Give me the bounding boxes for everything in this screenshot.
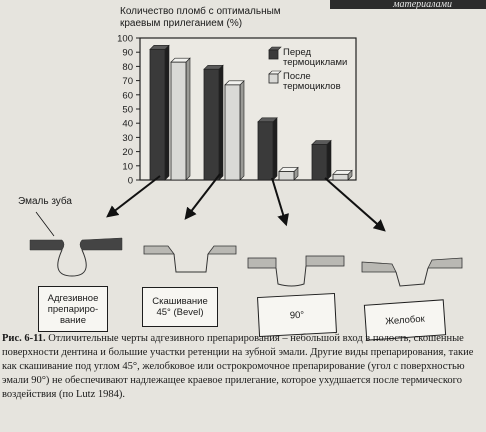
bar-side	[273, 118, 277, 180]
enamel-layer	[248, 258, 276, 268]
y-tick-label: 20	[122, 147, 133, 159]
prep-label-line: Скашивание	[152, 296, 208, 307]
pointer-arrow	[108, 176, 160, 216]
cavity-outline-90	[276, 266, 306, 286]
bar-after	[333, 174, 348, 180]
cavity-outline-groove	[396, 268, 428, 286]
bar-side	[219, 65, 223, 180]
prep-label-line: вание	[59, 314, 87, 326]
cavity-outline-adhesive	[58, 250, 86, 276]
enamel-pointer-line	[36, 212, 54, 236]
enamel-layer	[208, 246, 236, 254]
chart-title: Количество пломб с оптимальным краевым прилеганием (%)	[120, 6, 281, 29]
page-header: материалами	[330, 0, 486, 9]
legend-swatch	[269, 74, 278, 83]
y-tick-label: 60	[122, 90, 133, 102]
legend-swatch	[269, 50, 278, 59]
pointer-arrow	[325, 178, 384, 230]
bar-before	[258, 122, 273, 180]
bar-before	[150, 49, 165, 180]
prep-label-line: 45° (Bevel)	[156, 307, 204, 318]
enamel-label: Эмаль зуба	[18, 196, 72, 207]
prep-label-line: Желобок	[384, 313, 426, 327]
prep-box-90	[257, 293, 337, 337]
prep-box-bevel	[142, 287, 218, 327]
pointer-arrow	[272, 178, 286, 224]
enamel-layer	[30, 240, 64, 250]
y-tick-label: 30	[122, 132, 133, 144]
bar-after	[279, 171, 294, 180]
bar-before	[204, 69, 219, 180]
y-tick-label: 40	[122, 118, 133, 130]
y-tick-label: 70	[122, 76, 133, 88]
bar-side	[186, 58, 190, 180]
enamel-layer	[144, 246, 174, 254]
caption-figure-number: Рис. 6-11.	[2, 333, 46, 344]
prep-label-line: Адгезивное	[47, 292, 99, 304]
bar-after	[225, 85, 240, 180]
bar-side	[327, 141, 331, 181]
cavity-outline-bevel	[174, 254, 208, 272]
bar-before	[312, 145, 327, 181]
y-tick-label: 90	[122, 47, 133, 59]
y-tick-label: 100	[117, 33, 133, 45]
y-tick-label: 80	[122, 61, 133, 73]
legend-label-after: После термоциклов	[283, 71, 341, 92]
caption-text: Отличительные черты адгезивного препарирования – небольшой вход в полость, скошенные поверхности дентина и большие участки ретенции на зубной эмали. Другие виды препарирования, такие как скашивание под углом 45°, желобковое или острокромочное препарирование (угол с поверхностью эмали 90°) не обеспечивают надлежащее краевое прилегание, которое ухудшается после термического воздействия (по Lutz 1984).	[2, 333, 474, 400]
bar-side	[240, 81, 244, 180]
prep-label-line: 90°	[289, 309, 305, 321]
figure-caption	[2, 332, 486, 402]
bar-after	[171, 62, 186, 180]
y-tick-label: 10	[122, 161, 133, 173]
bar-side	[165, 45, 169, 180]
y-tick-label: 0	[127, 175, 133, 187]
prep-label-line: препариро-	[47, 303, 99, 315]
y-tick-label: 50	[122, 104, 133, 116]
prep-box-adhesive	[38, 286, 108, 332]
enamel-layer	[306, 256, 344, 266]
enamel-layer	[362, 262, 396, 272]
legend-label-before: Перед термоциклами	[283, 47, 348, 68]
enamel-layer	[428, 258, 462, 268]
pointer-arrow	[186, 174, 220, 218]
enamel-layer	[80, 238, 122, 250]
